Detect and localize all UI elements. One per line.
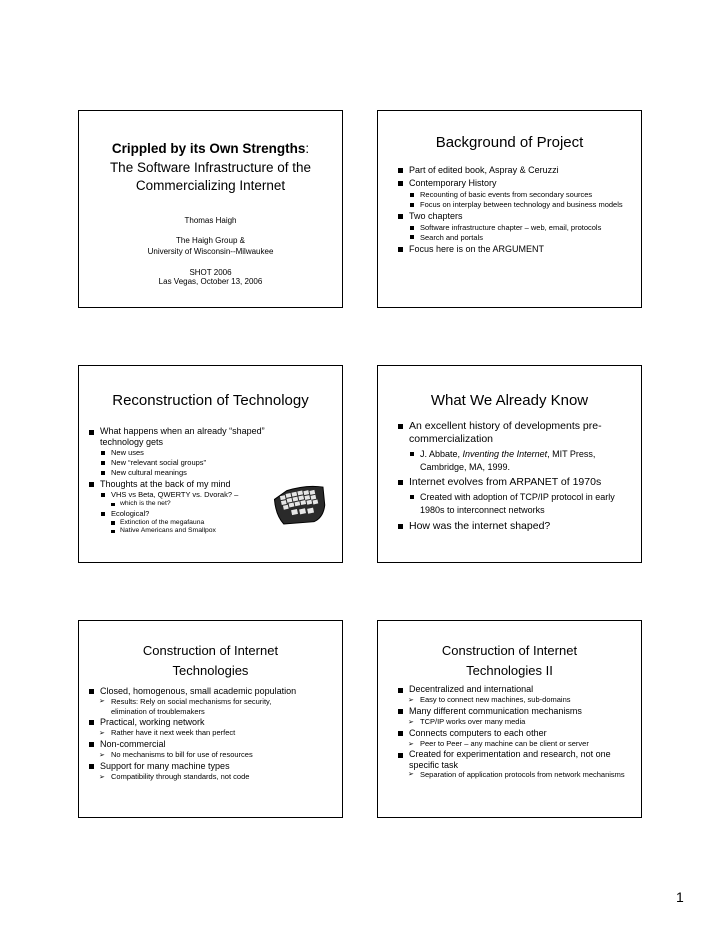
- affiliation-line-2: University of Wisconsin--Milwaukee: [147, 247, 274, 256]
- sub-sub-bullet-item: Extinction of the megafauna: [87, 519, 287, 528]
- sub-bullet-item: Software infrastructure chapter – web, email, protocols: [396, 223, 636, 233]
- subtitle-line-2: Commercializing Internet: [135, 178, 286, 193]
- bullet-item: Thoughts at the back of my mind: [87, 478, 287, 490]
- keyboard-illustration: [270, 480, 332, 528]
- bullet-item: An excellent history of developments pre-commercialization: [396, 420, 632, 446]
- bullet-item: Many different communication mechanisms: [396, 705, 636, 717]
- slide-heading: [382, 641, 637, 681]
- bullet-list: [87, 426, 287, 536]
- bullet-item: Created for experimentation and research, not one specific task: [396, 749, 636, 770]
- sub-bullet-item: ➢ Rather have it next week than perfect: [87, 728, 337, 738]
- sub-bullet-item: ➢ Separation of application protocols from network mechanisms: [396, 770, 636, 779]
- slide-heading: Background of Project: [435, 134, 584, 151]
- bullet-list: [396, 420, 632, 533]
- citation-title: Inventing the Internet: [462, 449, 548, 459]
- subtitle-line-1: The Software Infrastructure of the: [109, 160, 312, 175]
- sub-bullet-item: ➢ Results: Rely on social mechanisms for security, elimination of troublemakers: [87, 697, 337, 716]
- slide-heading: What We Already Know: [430, 392, 589, 409]
- sub-bullet-item: [396, 448, 632, 474]
- sub-bullet-item: ➢ Easy to connect new machines, sub-domains: [396, 695, 636, 705]
- bullet-item: Focus here is on the ARGUMENT: [396, 243, 636, 255]
- heading-line-2: Technologies II: [466, 663, 553, 678]
- slide-main-title: [79, 141, 342, 156]
- conference-line-2: Las Vegas, October 13, 2006: [158, 277, 263, 286]
- title-bold-text: Crippled by its Own Strengths: [111, 141, 306, 156]
- bullet-item: Closed, homogenous, small academic population: [87, 685, 337, 697]
- bullet-list: [87, 685, 337, 782]
- slide-what-we-already-know: [377, 365, 642, 563]
- sub-bullet-item: New cultural meanings: [87, 468, 287, 478]
- slide-reconstruction-of-technology: [78, 365, 343, 563]
- bullet-list: [396, 164, 636, 255]
- sub-sub-bullet-item: which is the net?: [87, 500, 287, 509]
- slide-heading: Reconstruction of Technology: [112, 392, 309, 409]
- citation-author: J. Abbate,: [420, 449, 463, 459]
- bullet-item: Decentralized and international: [396, 684, 636, 695]
- sub-bullet-item: New “relevant social groups”: [87, 458, 287, 468]
- sub-bullet-item: Recounting of basic events from secondary sources: [396, 190, 636, 200]
- sub-bullet-item: ➢ Compatibility through standards, not code: [87, 772, 337, 782]
- affiliation-line-1: The Haigh Group &: [176, 236, 245, 245]
- slide-title: [78, 110, 343, 308]
- sub-bullet-item: Created with adoption of TCP/IP protocol in early 1980s to interconnect networks: [396, 491, 632, 517]
- sub-bullet-item: Search and portals: [396, 232, 636, 243]
- heading-line-1: Construction of Internet: [441, 643, 578, 658]
- bullet-item: How was the internet shaped?: [396, 520, 632, 533]
- author-name: Thomas Haigh: [184, 216, 237, 225]
- sub-bullet-item: ➢ No mechanisms to bill for use of resources: [87, 750, 337, 760]
- slide-heading: [83, 641, 338, 681]
- bullet-item: Internet evolves from ARPANET of 1970s: [396, 476, 632, 489]
- sub-bullet-item: ➢ TCP/IP works over many media: [396, 717, 636, 727]
- sub-sub-bullet-item: Native Americans and Smallpox: [87, 527, 287, 536]
- conference-line-1: SHOT 2006: [189, 268, 232, 277]
- bullet-item: Non-commercial: [87, 738, 337, 750]
- heading-line-1: Construction of Internet: [142, 643, 279, 658]
- bullet-list: [396, 684, 636, 779]
- bullet-item: Support for many machine types: [87, 760, 337, 772]
- sub-bullet-item: New uses: [87, 448, 287, 458]
- sub-bullet-item: ➢ Peer to Peer – any machine can be client or server: [396, 739, 636, 749]
- bullet-item: Connects computers to each other: [396, 727, 636, 739]
- bullet-item: What happens when an already “shaped” technology gets: [87, 426, 287, 448]
- bullet-item: Part of edited book, Aspray & Ceruzzi: [396, 164, 636, 177]
- citation-publisher: , MIT Press, Cambridge, MA, 1999.: [420, 449, 596, 472]
- bullet-item: Contemporary History: [396, 177, 636, 190]
- bullet-item: Two chapters: [396, 210, 636, 223]
- sub-bullet-item: Focus on interplay between technology and business models: [396, 200, 636, 210]
- sub-bullet-item: VHS vs Beta, QWERTY vs. Dvorak? –: [87, 490, 287, 500]
- sub-bullet-item: Ecological?: [87, 509, 287, 519]
- slide-construction-of-internet-technologies-ii: [377, 620, 642, 818]
- slide-construction-of-internet-technologies: [78, 620, 343, 818]
- page-number: 1: [676, 889, 684, 905]
- heading-line-2: Technologies: [172, 663, 249, 678]
- slide-background-of-project: [377, 110, 642, 308]
- bullet-item: Practical, working network: [87, 716, 337, 728]
- title-colon: :: [305, 141, 310, 156]
